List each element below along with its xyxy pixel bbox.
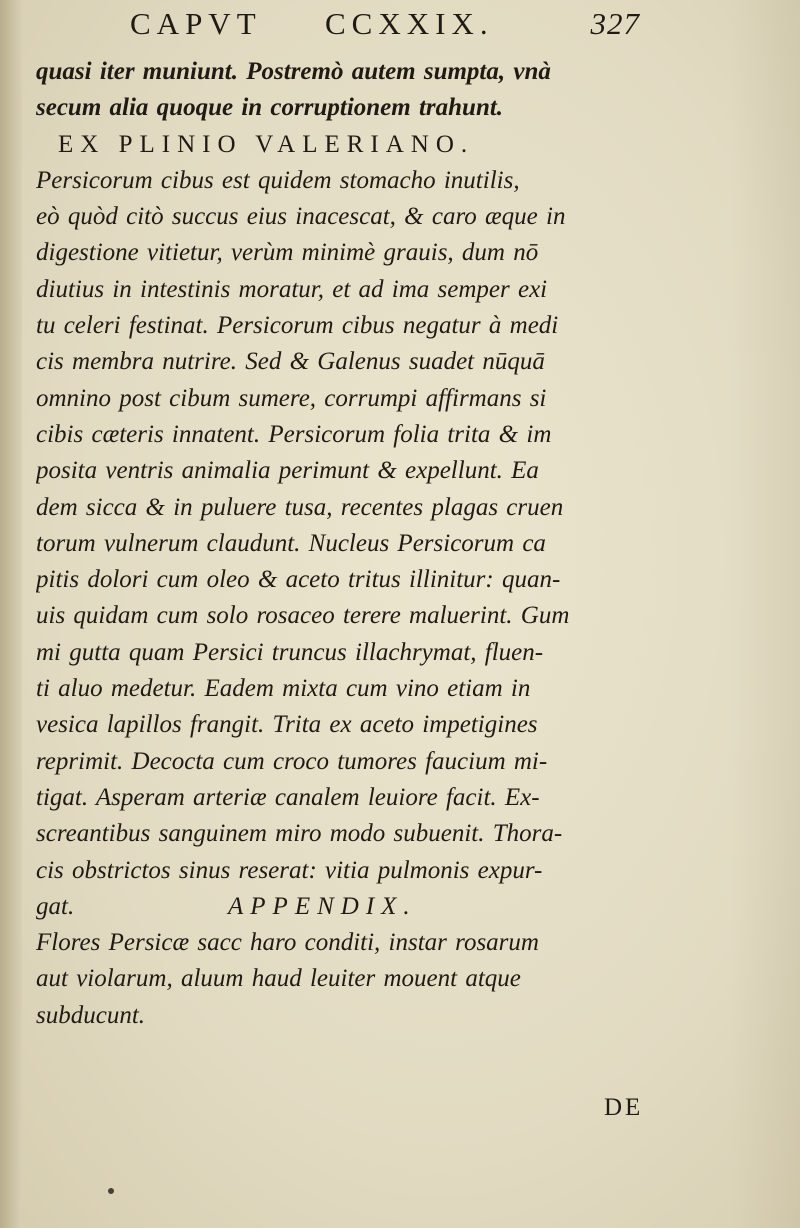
chapter-numeral: CCXXIX. xyxy=(325,6,494,41)
text-line: tigat. Asperam arteriæ canalem leuiore facit. Ex- xyxy=(36,783,540,811)
text-line: cis membra nutrire. Sed & Galenus suadet nūquā xyxy=(36,348,545,376)
text-line: diutius in intestinis moratur, et ad ima semper exi xyxy=(36,275,548,303)
text-block xyxy=(36,54,708,1034)
text-line: posita ventris animalia perimunt & expellunt. Ea xyxy=(36,457,539,485)
text-line: subducunt. xyxy=(36,1001,146,1029)
section-heading: EX PLINIO VALERIANO. xyxy=(58,130,475,158)
text-line: cibis cæteris innatent. Persicorum folia trita & im xyxy=(36,420,552,448)
text-line: screantibus sanguinem miro modo subuenit. Thora- xyxy=(36,820,563,848)
text-line: reprimit. Decocta cum croco tumores faucium mi- xyxy=(36,747,548,775)
text-line: pitis dolori cum oleo & aceto tritus illinitur: quan- xyxy=(36,566,561,594)
text-line: vesica lapillos frangit. Trita ex aceto impetigines xyxy=(36,711,538,739)
text-line: omnino post cibum sumere, corrumpi affirmans si xyxy=(36,384,547,412)
page-number: 327 xyxy=(590,6,640,41)
text-line: dem sicca & in puluere tusa, recentes plagas cruen xyxy=(36,493,564,521)
text-line: ti aluo medetur. Eadem mixta cum vino etiam in xyxy=(36,675,531,703)
text-line: quasi iter muniunt. Postremò autem sumpta, vnà xyxy=(36,58,551,85)
text-line: secum alia quoque in corruptionem trahunt. xyxy=(36,94,504,122)
text-line: eò quòd citò succus eius inacescat, & caro æque in xyxy=(36,203,566,231)
running-head-caput: CAPVT xyxy=(130,6,262,41)
appendix-heading: APPENDIX. xyxy=(228,892,417,920)
text-line: mi gutta quam Persici truncus illachrymat, fluen- xyxy=(36,638,544,666)
text-line: Persicorum cibus est quidem stomacho inutilis, xyxy=(36,166,520,194)
catchword: DE xyxy=(604,1094,644,1121)
text-line: aut violarum, aluum haud leuiter mouent atque xyxy=(36,965,521,993)
text-line: tu celeri festinat. Persicorum cibus negatur à medi xyxy=(36,312,559,340)
text-line: torum vulnerum claudunt. Nucleus Persicorum ca xyxy=(36,529,546,557)
ink-spot xyxy=(108,1188,114,1194)
text-line: Flores Persicæ sacc haro conditi, instar rosarum xyxy=(36,929,539,957)
text-line: uis quidam cum solo rosaceo terere maluerint. Gum xyxy=(36,602,570,630)
appendix-row xyxy=(36,889,708,925)
running-head xyxy=(120,6,640,46)
text-line: cis obstrictos sinus reserat: vitia pulmonis expur- xyxy=(36,856,543,884)
binding-shadow xyxy=(0,0,22,1228)
text-fragment: gat. xyxy=(36,892,75,920)
text-line: digestione vitietur, verùm minimè grauis, dum nō xyxy=(36,239,539,267)
facing-page-bleed xyxy=(730,0,800,1228)
